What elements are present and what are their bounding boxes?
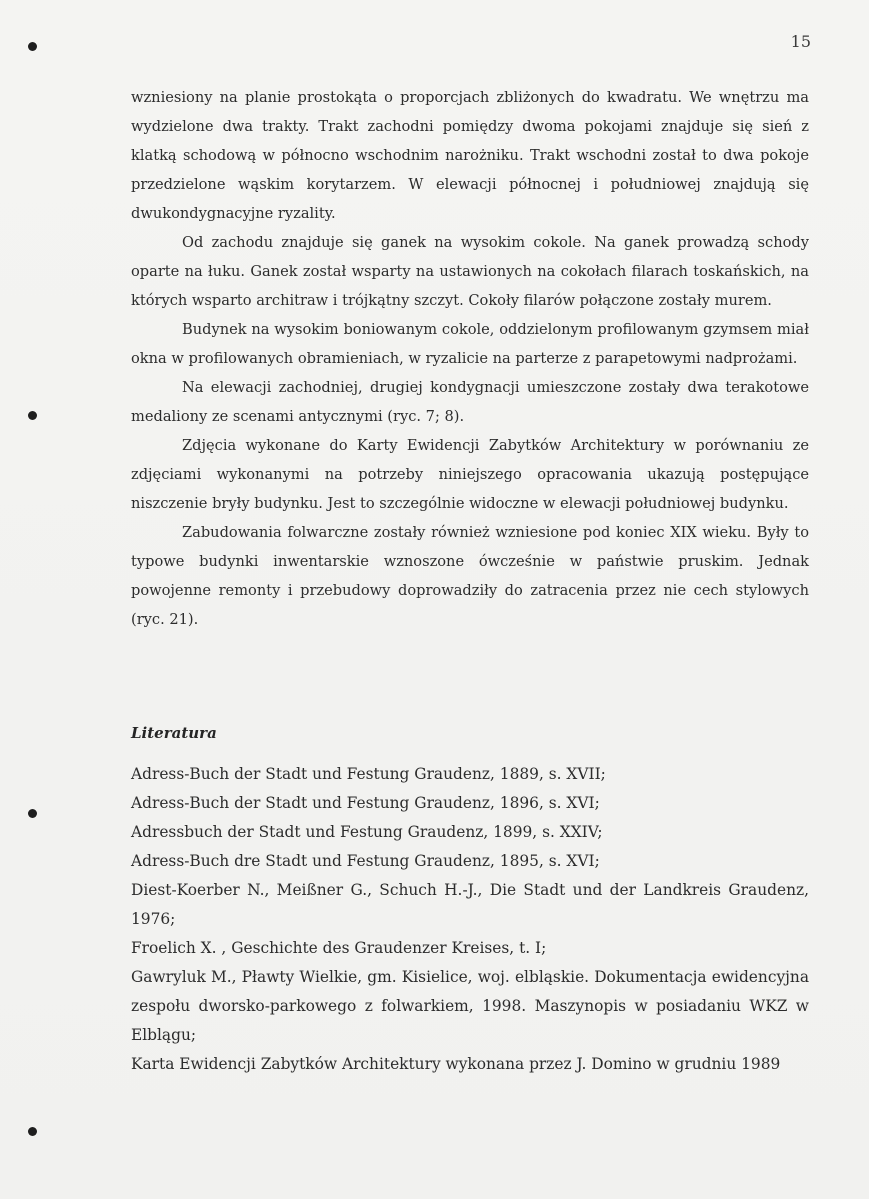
reference-item: Karta Ewidencji Zabytków Architektury wykonana przez J. Domino w grudniu 1989 bbox=[131, 1055, 781, 1073]
binder-hole-icon bbox=[28, 809, 37, 818]
reference-item: Diest-Koerber N., Meißner G., Schuch H.-J., Die Stadt und der Landkreis Graudenz, 1976; bbox=[131, 881, 809, 928]
binder-hole-icon bbox=[28, 42, 37, 51]
literature-heading: Literatura bbox=[131, 724, 217, 742]
reference-item: Froelich X. , Geschichte des Graudenzer Kreises, t. I; bbox=[131, 939, 547, 957]
paragraph: Na elewacji zachodniej, drugiej kondygnacji umieszczone zostały dwa terakotowe medaliony ze scenami antycznymi (ryc. 7; 8). bbox=[131, 379, 809, 425]
paragraph: Zdjęcia wykonane do Karty Ewidencji Zabytków Architektury w porównaniu ze zdjęciami wykonanymi na potrzeby niniejszego opracowania ukazują postępujące niszczenie bryły budynku. Jest to szczególnie widoczne w elewacji południowej budynku. bbox=[131, 437, 809, 512]
reference-item: Adress-Buch dre Stadt und Festung Graudenz, 1895, s. XVI; bbox=[131, 852, 600, 870]
binder-hole-icon bbox=[28, 411, 37, 420]
paragraph: Zabudowania folwarczne zostały również wzniesione pod koniec XIX wieku. Były to typowe budynki inwentarskie wznoszone ówcześnie w państwie pruskim. Jednak powojenne remonty i przebudowy doprowadziły do zatracenia przez nie cech stylowych (ryc. 21). bbox=[131, 524, 809, 628]
binder-hole-icon bbox=[28, 1127, 37, 1136]
paragraph: Od zachodu znajduje się ganek na wysokim cokole. Na ganek prowadzą schody oparte na łuku. Ganek został wsparty na ustawionych na cokołach filarach toskańskich, na których wsparto architraw i trójkątny szczyt. Cokoły filarów połączone zostały murem. bbox=[131, 234, 809, 309]
reference-list bbox=[131, 760, 809, 1079]
page-number: 15 bbox=[790, 32, 811, 51]
reference-item: Adress-Buch der Stadt und Festung Graudenz, 1889, s. XVII; bbox=[131, 765, 606, 783]
reference-item: Gawryluk M., Pławty Wielkie, gm. Kisielice, woj. elbląskie. Dokumentacja ewidencyjna zespołu dworsko-parkowego z folwarkiem, 1998. Maszynopis w posiadaniu WKZ w Elblągu; bbox=[131, 968, 809, 1044]
paragraph: wzniesiony na planie prostokąta o proporcjach zbliżonych do kwadratu. We wnętrzu ma wydzielone dwa trakty. Trakt zachodni pomiędzy dwoma pokojami znajduje się sień z klatką schodową w północno wschodnim narożniku. Trakt wschodni został to dwa pokoje przedzielone wąskim korytarzem. W elewacji północnej i południowej znajdują się dwukondygnacyjne ryzality. bbox=[131, 89, 809, 222]
reference-item: Adress-Buch der Stadt und Festung Graudenz, 1896, s. XVI; bbox=[131, 794, 600, 812]
paragraph: Budynek na wysokim boniowanym cokole, oddzielonym profilowanym gzymsem miał okna w profilowanych obramieniach, w ryzalicie na parterze z parapetowymi nadprożami. bbox=[131, 321, 809, 367]
body-text bbox=[131, 83, 809, 634]
reference-item: Adressbuch der Stadt und Festung Graudenz, 1899, s. XXIV; bbox=[131, 823, 603, 841]
